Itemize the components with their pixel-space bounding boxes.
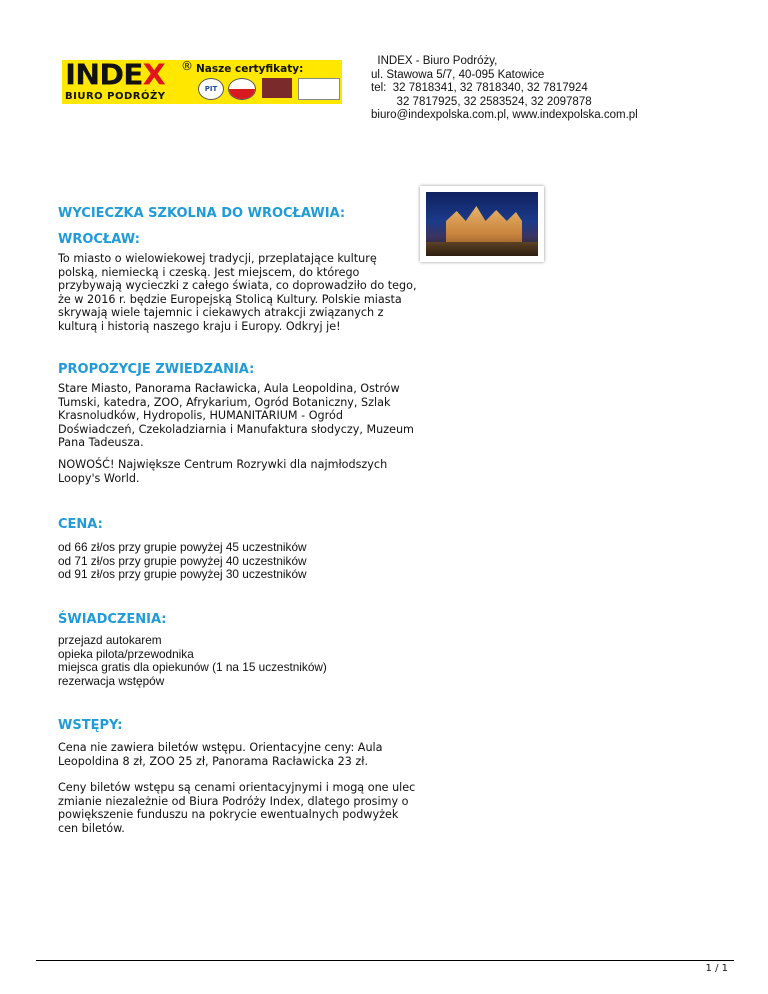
certificates-label: Nasze certyfikaty: (196, 63, 304, 75)
section-text-swiadczenia: przejazd autokarem opieka pilota/przewodnika miejsca gratis dla opiekunów (1 na 15 uczestników) rezerwacja wstępów (58, 633, 327, 688)
certificate-badge-pit-icon: PIT (198, 78, 224, 100)
wroclaw-town-hall-photo (420, 186, 544, 262)
page-number: 1 / 1 (705, 963, 728, 974)
section-text-cena: od 66 zł/os przy grupie powyżej 45 uczestników od 71 zł/os przy grupie powyżej 40 uczestników od 91 zł/os przy grupie powyżej 30 uczestników (58, 540, 307, 581)
section-text-nowosc: NOWOŚĆ! Największe Centrum Rozrywki dla najmłodszych Loopy's World. (58, 458, 388, 485)
section-text-propozycje: Stare Miasto, Panorama Racławicka, Aula Leopoldina, Ostrów Tumski, katedra, ZOO, Afrykarium, Ogród Botaniczny, Szlak Krasnoludków, Hydropolis, HUMANITARIUM - Ogród Doświadczeń, Czekoladziarnia i Manufaktura słodyczy, Muzeum Pana Tadeusza. (58, 382, 414, 449)
logo-subtitle: BIURO PODRÓŻY (65, 91, 166, 102)
contact-phones: tel: 32 7818341, 32 7818340, 32 7817924 (371, 82, 588, 94)
contact-phones-2: 32 7817925, 32 2583524, 32 2097878 (371, 95, 592, 108)
contact-company: INDEX - Biuro Podróży, (371, 55, 498, 67)
section-text-wstepy: Cena nie zawiera biletów wstępu. Orientacyjne ceny: Aula Leopoldina 8 zł, ZOO 25 zł, Panorama Racławicka 23 zł. (58, 741, 383, 768)
section-heading-cena: CENA: (58, 517, 103, 532)
section-text-wstepy-note: Ceny biletów wstępu są cenami orientacyjnymi i mogą one ulec zmianie niezależnie od Biura Podróży Index, dlatego prosimy o powiększenie funduszu na pokrycie ewentualnych podwyżek cen biletów. (58, 781, 416, 835)
certificate-badge-icon (262, 78, 292, 98)
section-heading-wroclaw: WROCŁAW: (58, 232, 140, 247)
page-title: WYCIECZKA SZKOLNA DO WROCŁAWIA: (58, 206, 346, 221)
section-text-wroclaw: To miasto o wielowiekowej tradycji, przeplatające kulturę polską, niemiecką i czeską. Jest miejscem, do którego przybywają wycieczki z całego świata, co doprowadziło do tego, że w 2016 r. będzie Europejską Stolicą Kultury. Polskie miasta skrywają wiele tajemnic i ciekawych atrakcji związanych z kulturą i historią naszego kraju i Europy. Odkryj je! (58, 252, 417, 333)
section-heading-propozycje: PROPOZYCJE ZWIEDZANIA: (58, 362, 255, 377)
registered-mark: ® (181, 60, 193, 73)
section-heading-swiadczenia: ŚWIADCZENIA: (58, 612, 167, 627)
contact-email-web[interactable]: biuro@indexpolska.com.pl, www.indexpolska.com.pl (371, 109, 638, 121)
index-logo-banner (62, 60, 342, 104)
certificate-badge-poland-icon (228, 78, 256, 100)
contact-address: ul. Stawowa 5/7, 40-095 Katowice (371, 68, 545, 81)
index-logo: INDEX (65, 60, 165, 93)
footer-divider (36, 960, 734, 961)
contact-block (371, 55, 638, 123)
section-heading-wstepy: WSTĘPY: (58, 718, 123, 733)
certificate-badge-gazele-icon (298, 78, 340, 100)
